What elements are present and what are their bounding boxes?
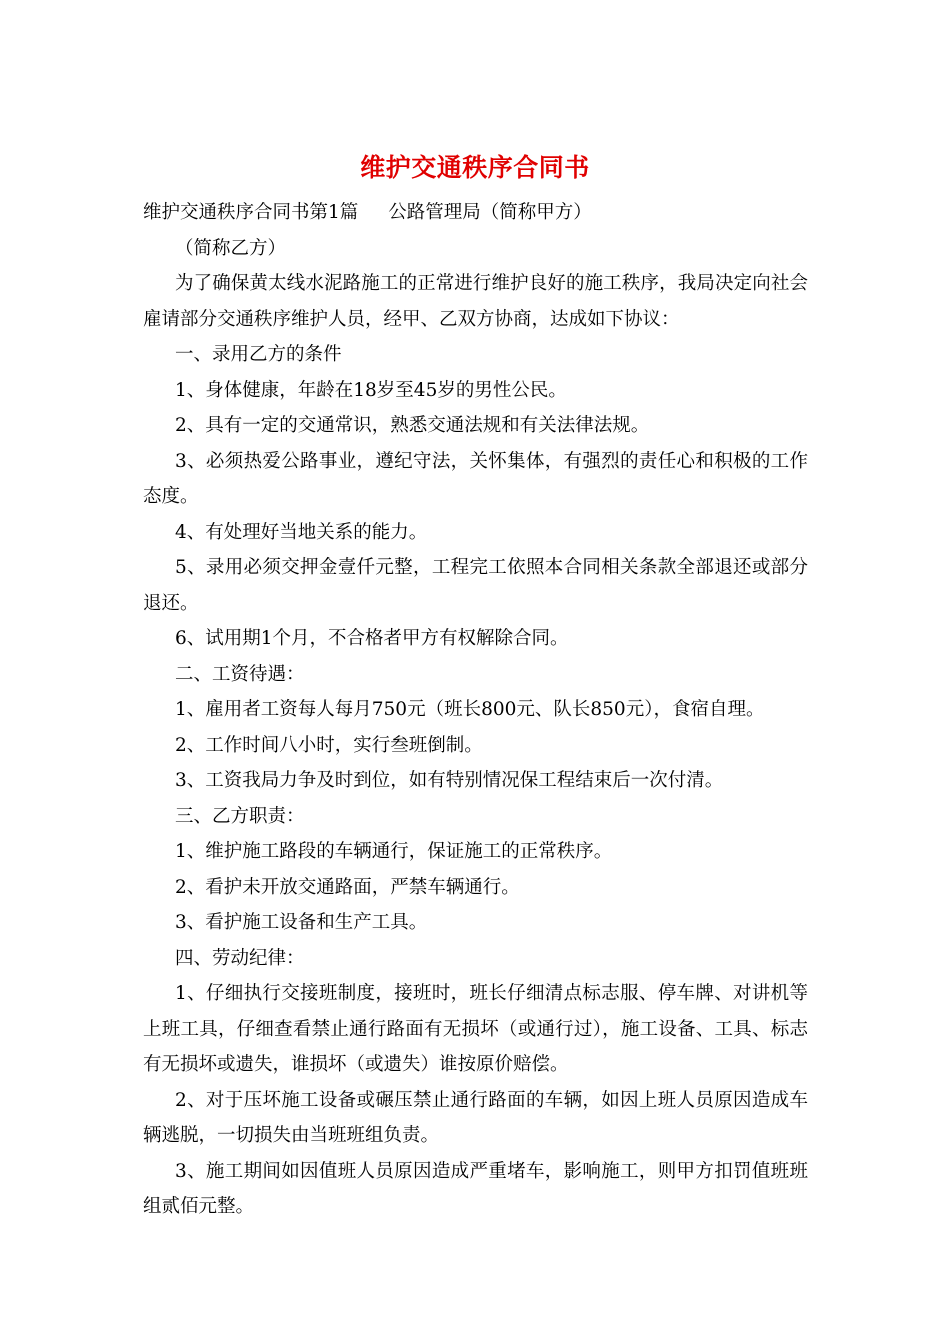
section-heading: 维护交通秩序合同书第1篇: [143, 202, 359, 223]
clause-3-1: 1、维护施工路段的车辆通行，保证施工的正常秩序。: [175, 841, 613, 862]
clause-3-3: 3、看护施工设备和生产工具。: [175, 912, 428, 933]
clause-1-3: 3、必须热爱公路事业，遵纪守法，关怀集体，有强烈的责任心和积极的工作态度。: [143, 450, 808, 507]
clause-2-3: 3、工资我局力争及时到位，如有特别情况保工程结束后一次付清。: [175, 770, 724, 791]
clause-4-2: 2、对于压坏施工设备或碾压禁止通行路面的车辆，如因上班人员原因造成车辆逃脱，一切损失由当班班组负责。: [143, 1089, 808, 1146]
party-a: 公路管理局（简称甲方）: [388, 202, 592, 223]
clause-1-1: 1、身体健康，年龄在18岁至45岁的男性公民。: [175, 379, 567, 401]
clause-1-2: 2、具有一定的交通常识，熟悉交通法规和有关法律法规。: [175, 415, 650, 436]
clause-4-1: 1、仔细执行交接班制度，接班时，班长仔细清点标志服、停车牌、对讲机等上班工具，仔细查看禁止通行路面有无损坏（或通行过），施工设备、工具、标志有无损坏或遗失，谁损坏（或遗失）谁按原价赔偿。: [143, 983, 808, 1075]
preamble: 为了确保黄太线水泥路施工的正常进行维护良好的施工秩序，我局决定向社会雇请部分交通秩序维护人员，经甲、乙双方协商，达成如下协议：: [143, 273, 808, 330]
clause-1-6: 6、试用期1个月，不合格者甲方有权解除合同。: [175, 628, 569, 649]
heading-discipline: 四、劳动纪律：: [175, 947, 305, 969]
subtitle-line: [143, 195, 808, 231]
heading-wages: 二、工资待遇：: [175, 663, 305, 685]
clause-3-2: 2、看护未开放交通路面，严禁车辆通行。: [175, 876, 520, 898]
party-b: （简称乙方）: [175, 237, 287, 259]
heading-hiring-conditions: 一、录用乙方的条件: [175, 344, 342, 365]
document-body: [143, 195, 808, 1225]
clause-1-5: 5、录用必须交押金壹仟元整，工程完工依照本合同相关条款全部退还或部分退还。: [143, 557, 808, 614]
heading-duties: 三、乙方职责：: [175, 805, 305, 827]
document-title: 维护交通秩序合同书: [360, 153, 590, 182]
clause-2-1: 1、雇用者工资每人每月750元（班长800元、队长850元），食宿自理。: [175, 699, 765, 720]
clause-4-3: 3、施工期间如因值班人员原因造成严重堵车，影响施工，则甲方扣罚值班班组贰佰元整。: [143, 1160, 808, 1217]
clause-2-2: 2、工作时间八小时，实行叁班倒制。: [175, 734, 483, 756]
clause-1-4: 4、有处理好当地关系的能力。: [175, 521, 428, 543]
